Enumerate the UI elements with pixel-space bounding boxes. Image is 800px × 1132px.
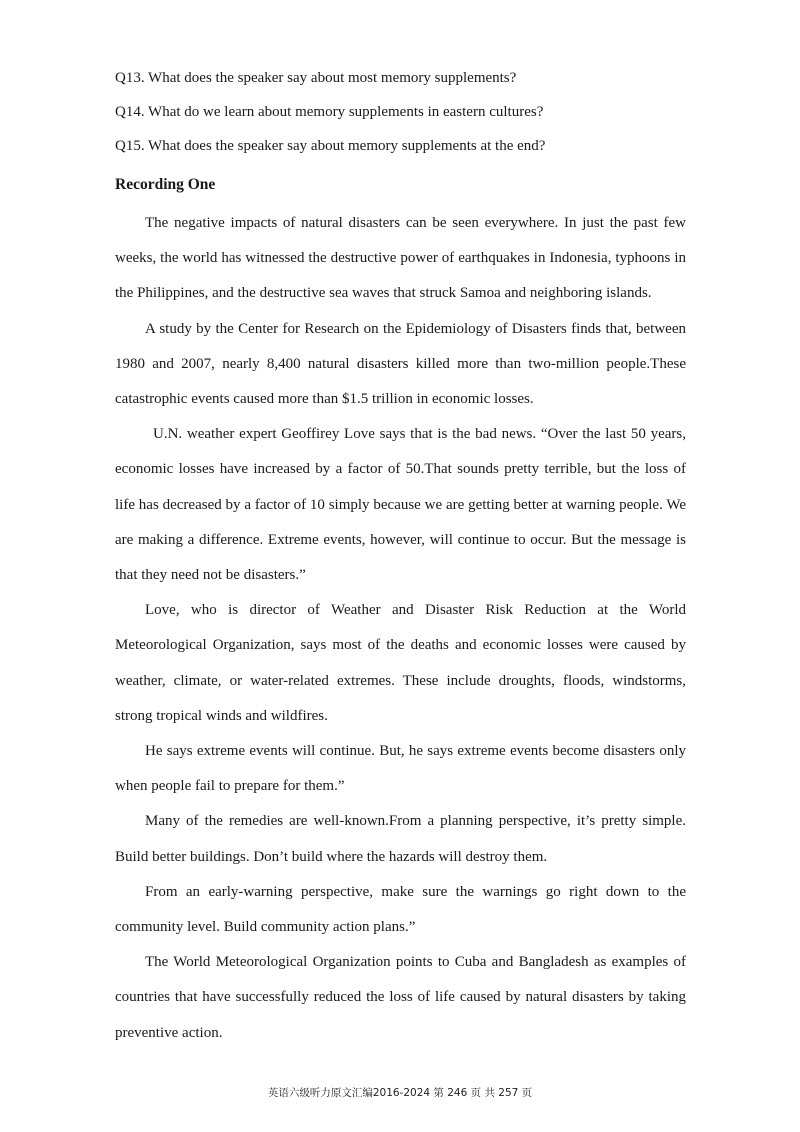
section-heading: Recording One — [115, 176, 216, 193]
question-q15: Q15. What does the speaker say about memory supplements at the end? — [115, 138, 546, 154]
question-q14: Q14. What do we learn about memory supplements in eastern cultures? — [115, 104, 544, 120]
paragraph: From an early-warning perspective, make sure the warnings go right down to the community level. Build community action plans.” — [115, 883, 686, 936]
paragraph: He says extreme events will continue. But, he says extreme events become disasters only when people fail to prepare for them.” — [115, 743, 686, 795]
paragraph: Many of the remedies are well-known.From a planning perspective, it’s pretty simple. Build better buildings. Don’t build where the hazards will destroy them. — [115, 813, 686, 865]
paragraph: A study by the Center for Research on the Epidemiology of Disasters finds that, between 1980 and 2007, nearly 8,400 natural disasters killed more than two-million people.These catastrophic events caused more than $1.5 trillion in economic losses. — [115, 320, 686, 408]
paragraph: The negative impacts of natural disasters can be seen everywhere. In just the past few weeks, the world has witnessed the destructive power of earthquakes in Indonesia, typhoons in the Philippines, and the destructive sea waves that struck Samoa and neighboring islands. — [115, 215, 686, 302]
recording-transcript — [115, 206, 686, 1051]
paragraph: The World Meteorological Organization points to Cuba and Bangladesh as examples of countries that have successfully reduced the loss of life caused by natural disasters by taking preventive action. — [115, 954, 686, 1041]
question-q13: Q13. What does the speaker say about most memory supplements? — [115, 70, 517, 86]
page-footer: 英语六级听力原文汇编2016-2024 第 246 页 共 257 页 — [267, 1087, 533, 1099]
paragraph: U.N. weather expert Geoffirey Love says that is the bad news. “Over the last 50 years, economic losses have increased by a factor of 50.That sounds pretty terrible, but the loss of life has decreased by a factor of 10 simply because we are getting better at warning people. We are making a difference. Extreme events, however, will continue to occur. But the message is that they need not be disasters.” — [115, 426, 686, 584]
paragraph: Love, who is director of Weather and Disaster Risk Reduction at the World Meteorological Organization, says most of the deaths and economic losses were caused by weather, climate, or water-related extremes. These include droughts, floods, windstorms, strong tropical winds and wildfires. — [115, 602, 686, 724]
